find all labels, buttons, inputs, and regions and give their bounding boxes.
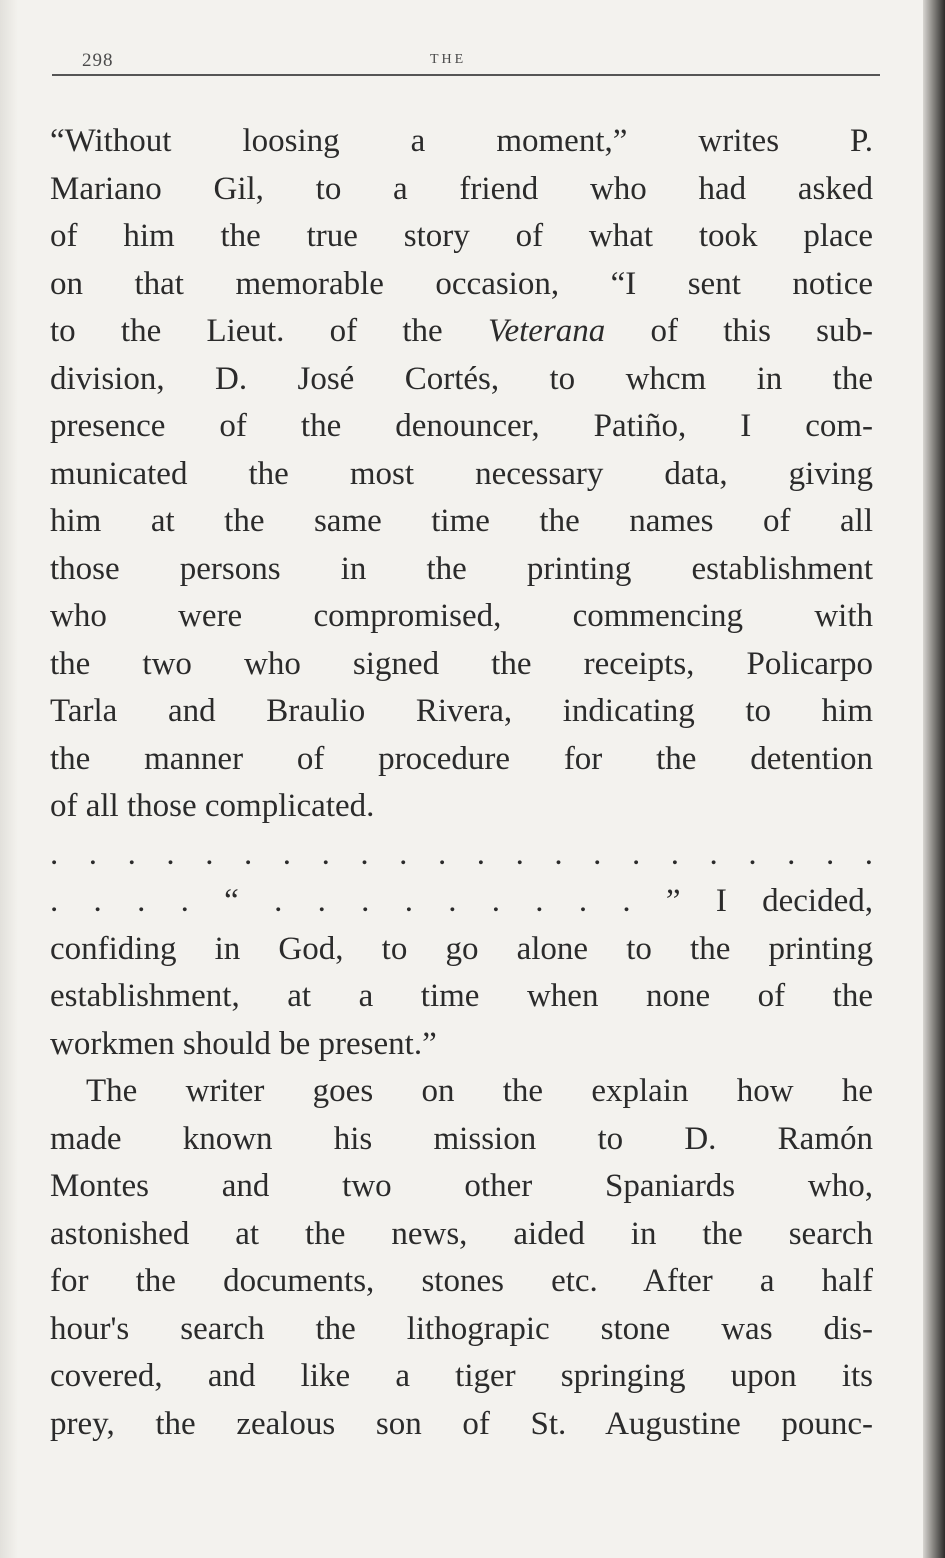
text-line: “Without loosing a moment,” writes P. [50,123,873,159]
text-line: presence of the denouncer, Patiño, I com- [50,408,873,444]
text-line: of him the true story of what took place [50,218,873,254]
text-line: astonished at the news, aided in the search [50,1215,873,1252]
text-line: for the documents, stones etc. After a half [50,1263,873,1299]
text-line: the two who signed the receipts, Policarpo [50,645,873,682]
text-line: covered, and like a tiger springing upon its [50,1358,873,1394]
page-number: 298 [82,50,114,71]
italic-term: Veterana [487,313,606,349]
text-line: prey, the zealous son of St. Augustine pounc- [50,1405,873,1442]
text-line: on that memorable occasion, “I sent notice [50,265,873,302]
text-line: The writer goes on the explain how he [86,1073,873,1109]
text-line: Montes and two other Spaniards who, [50,1168,873,1204]
text-line: hour's search the lithograpic stone was dis- [50,1310,873,1347]
text-line: to the Lieut. of the Veterana of this sub- [50,313,873,349]
text-line: division, D. José Cortés, to whcm in the [50,360,873,397]
running-head: THE [430,52,467,67]
header-rule [52,74,880,76]
text-line: of all those complicated. [50,788,375,824]
text-line: municated the most necessary data, giving [50,455,873,492]
text-line: those persons in the printing establishment [50,550,873,587]
page-edge-shadow [923,0,945,1558]
text-line: Tarla and Braulio Rivera, indicating to him [50,693,873,729]
text-line: confiding in God, to go alone to the printing [50,930,873,967]
text-line: Mariano Gil, to a friend who had asked [50,170,873,207]
page-gutter-shadow [0,0,18,1558]
text-line: who were compromised, commencing with [50,598,873,634]
ellipsis-line: . . . . . . . . . . . . . . . . . . . . . . [50,835,873,872]
text-line: made known his mission to D. Ramón [50,1120,873,1157]
text-line: him at the same time the names of all [50,503,873,539]
text-line: workmen should be present.” [50,1025,437,1062]
text-line: the manner of procedure for the detention [50,740,873,777]
page-header [82,42,877,82]
text-line: . . . . “ . . . . . . . . . ” I decided, [50,883,873,919]
body-text [50,118,873,1448]
text-line: establishment, at a time when none of the [50,978,873,1014]
